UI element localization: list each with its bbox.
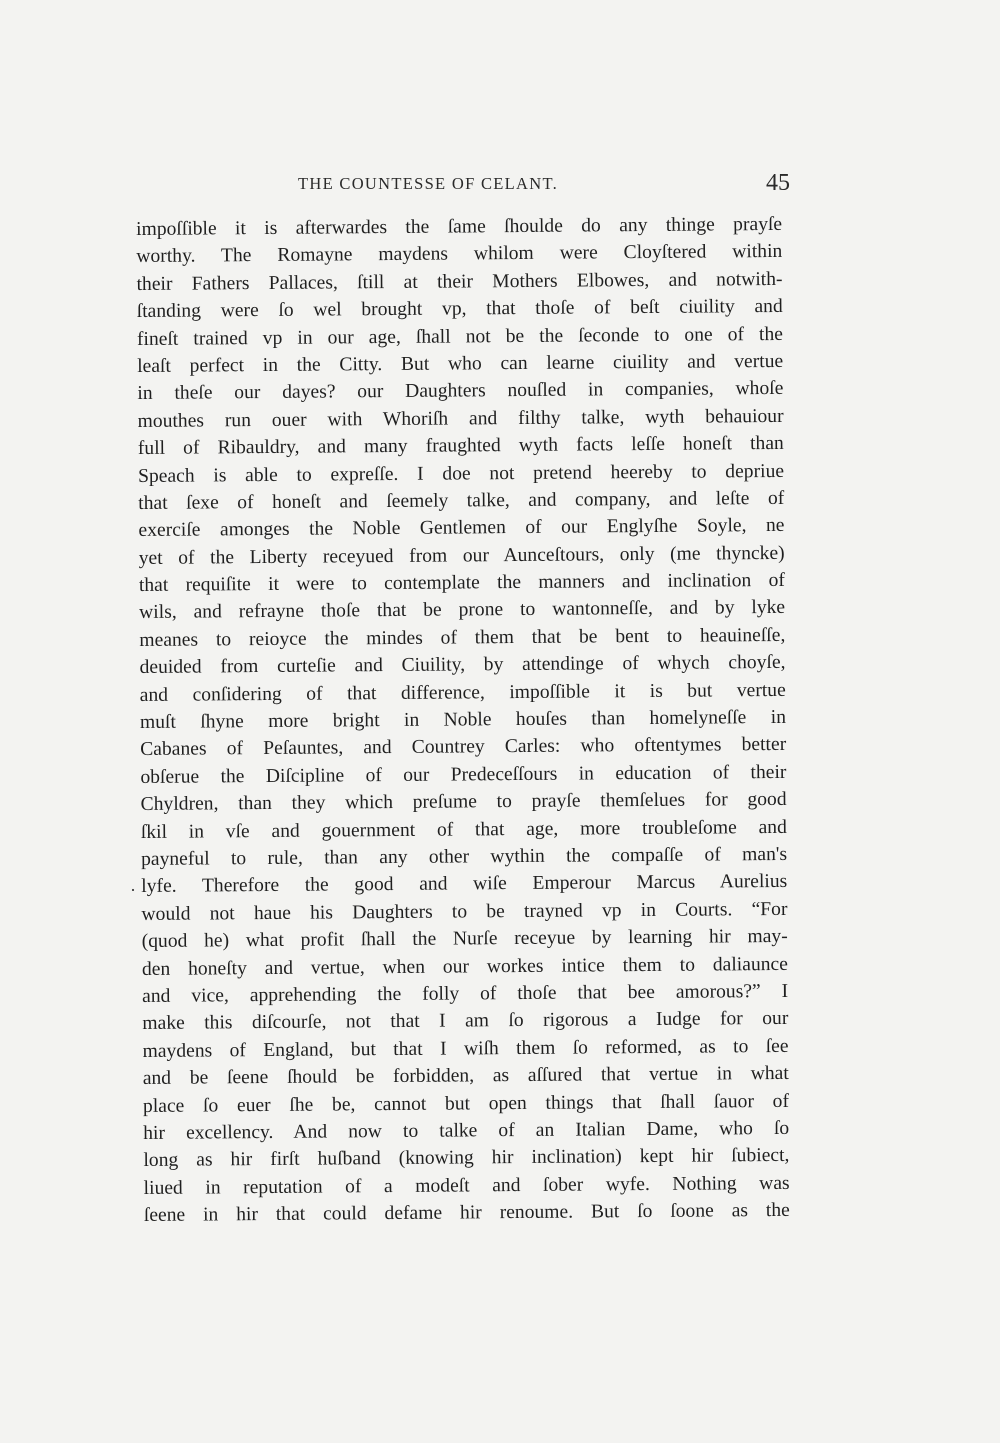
text-line: make this diſcourſe, not that I am ſo rigorous a Iudge for our [142, 1008, 789, 1035]
margin-mark: · [130, 880, 136, 900]
text-line: that ſexe of honeſt and ſeemely talke, and company, and leſte of [138, 487, 785, 514]
text-line: wils, and refrayne thoſe that be prone to wantonneſſe, and by lyke [139, 597, 786, 624]
text-line: liued in reputation of a modeſt and ſober wyfe. Nothing was [143, 1172, 790, 1199]
text-line: ſeene in hir that could defame hir renoume. But ſo ſoone as the [143, 1199, 790, 1227]
text-line: leaſt perfect in the Citty. But who can learne ciuility and vertue [137, 350, 784, 377]
text-line: obſerue the Diſcipline of our Predeceſſours in education of their [140, 761, 787, 788]
running-title: THE COUNTESSE OF CELANT. [298, 174, 559, 193]
text-line: muſt ſhyne more bright in Noble houſes than homelyneſſe in [139, 706, 787, 734]
text-line: long as hir firſt huſband (knowing hir inclination) kept hir ſubiect, [143, 1145, 790, 1172]
text-line: their Fathers Pallaces, ſtill at their Mothers Elbowes, and notwith- [136, 268, 783, 295]
text-line: full of Ribauldry, and many fraughted wyth facts leſſe honeſt than [137, 433, 784, 460]
text-line: Cabanes of Peſauntes, and Countrey Carles: who oftentymes better [140, 734, 787, 761]
text-line: lyfe. Therefore the good and wiſe Emperour Marcus Aurelius [141, 871, 788, 898]
text-line: hir excellency. And now to talke of an Italian Dame, who ſo [143, 1117, 790, 1144]
text-line: exerciſe amonges the Noble Gentlemen of our Englyſhe Soyle, ne [138, 515, 785, 542]
text-line: den honeſty and vertue, when our workes intice them to daliaunce [141, 953, 788, 980]
text-line: place ſo euer ſhe be, cannot but open things that ſhall ſauor of [142, 1090, 790, 1117]
text-line: (quod he) what profit ſhall the Nurſe receyue by learning hir may- [141, 926, 788, 953]
text-line: Chyldren, than they which preſume to prayſe themſelues for good [140, 789, 787, 816]
text-line: and conſidering of that difference, impoſſible it is but vertue [139, 679, 786, 706]
body-text [136, 211, 790, 1229]
text-line: would not haue his Daughters to be trayned vp in Courts. “For [141, 898, 788, 925]
page-header [298, 170, 790, 200]
text-line: ſkil in vſe and gouernment of that age, more troubleſome and [140, 816, 787, 843]
text-line: worthy. The Romayne maydens whilom were Cloyſtered within [136, 241, 783, 268]
text-line: deuided from curteſie and Ciuility, by attendinge of whych choyſe, [139, 652, 786, 679]
text-line: in theſe our dayes? our Daughters nouſled in companies, whoſe [137, 378, 784, 405]
page-number: 45 [766, 170, 790, 196]
text-line: ſtanding were ſo wel brought vp, that thoſe of beſt ciuility and [136, 296, 783, 323]
text-line: maydens of England, but that I wiſh them ſo reformed, as to ſee [142, 1035, 789, 1062]
text-line: and be ſeene ſhould be forbidden, as aſſured that vertue in what [142, 1063, 789, 1090]
text-line: yet of the Liberty receyued from our Aunceſtours, only (me thyncke) [138, 542, 785, 569]
text-line: and vice, apprehending the folly of thoſe that bee amorous?” I [142, 980, 789, 1007]
text-line: mouthes run ouer with Whoriſh and filthy talke, wyth behauiour [137, 405, 784, 432]
text-line: that requiſite it were to contemplate the manners and inclination of [138, 569, 785, 597]
text-line: impoſſible it is afterwardes the ſame ſhoulde do any thinge prayſe [136, 213, 783, 240]
text-line: meanes to reioyce the mindes of them that be bent to heauineſſe, [139, 624, 786, 651]
text-line: payneful to rule, than any other wythin the compaſſe of man's [140, 843, 788, 870]
text-line: Speach is able to expreſſe. I doe not pretend heereby to depriue [137, 460, 785, 487]
text-line: fineſt trained vp in our age, ſhall not be the ſeconde to one of the [136, 323, 784, 350]
